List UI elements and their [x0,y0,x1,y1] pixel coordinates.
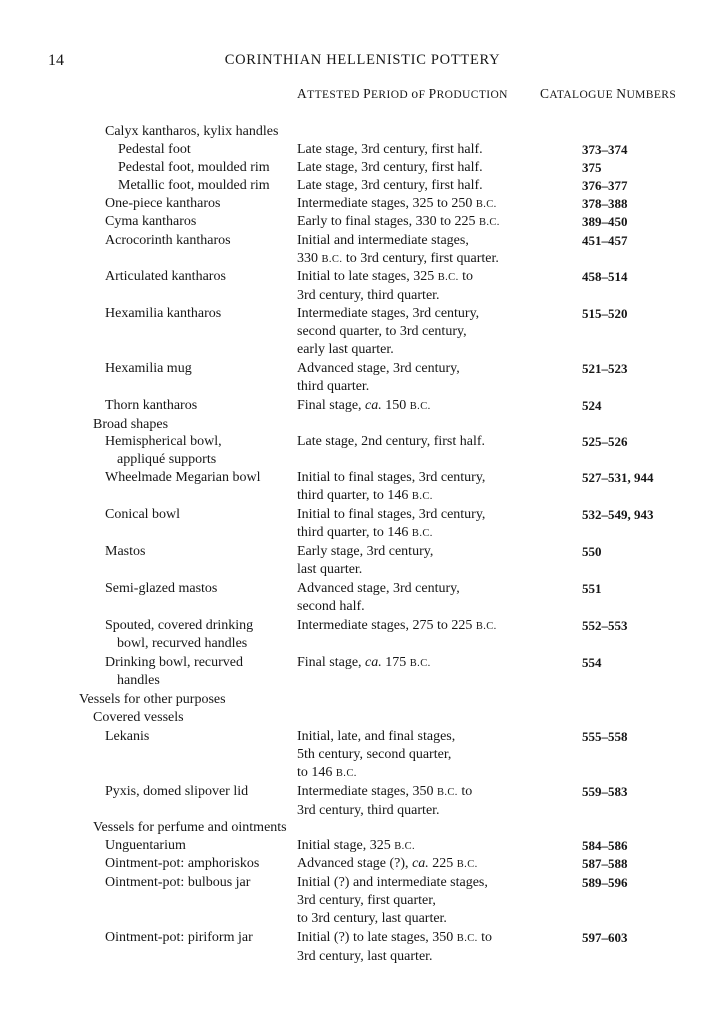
catalogue-numbers: 515–520 [582,306,628,321]
period-line: 5th century, second quarter, [297,747,452,762]
shape-name-line: Metallic foot, moulded rim [118,178,270,193]
shape-name-line: Ointment-pot: piriform jar [105,930,253,945]
shape-name-line: Semi-glazed mastos [105,581,218,596]
period-of-production [297,213,500,232]
period-line: Late stage, 3rd century, first half. [297,160,483,175]
catalogue-numbers: 584–586 [582,838,628,853]
catalogue-numbers: 587–588 [582,856,628,871]
catalogue-numbers: 550 [582,544,602,559]
period-of-production [297,617,497,636]
period-line: 3rd century, first quarter, [297,893,436,908]
period-line: Initial stage, 325 B.C. [297,838,416,853]
period-line: Advanced stage (?), ca. 225 B.C. [297,856,478,871]
shape-name [93,416,168,434]
period-of-production [297,305,479,359]
shape-name-line: Drinking bowl, recurved [105,655,244,670]
period-line: 3rd century, last quarter. [297,949,433,964]
shape-name-line: Pedestal foot [118,142,191,157]
period-line: Initial (?) to late stages, 350 B.C. to [297,930,493,945]
shape-name [105,929,253,947]
catalogue-numbers: 521–523 [582,361,628,376]
shape-name [105,123,278,141]
period-of-production [297,783,472,820]
page-number: 14 [48,52,64,69]
catalogue-numbers: 376–377 [582,178,628,193]
period-line: 3rd century, third quarter. [297,288,440,303]
shape-name [105,654,243,690]
period-of-production [297,580,460,616]
period-of-production [297,837,415,856]
shape-name-line: Articulated kantharos [105,269,226,284]
shape-name [105,543,145,561]
period-of-production [297,177,483,195]
catalogue-numbers: 451–457 [582,233,628,248]
shape-name [105,360,192,378]
period-line: second quarter, to 3rd century, [297,324,467,339]
catalogue-numbers: 559–583 [582,784,628,799]
period-line: Initial to final stages, 3rd century, [297,507,486,522]
shape-name-line: Pedestal foot, moulded rim [118,160,270,175]
period-of-production [297,874,488,928]
shape-name-line: Unguentarium [105,838,186,853]
catalogue-numbers: 373–374 [582,142,628,157]
shape-name-line: Hexamilia mug [105,361,192,376]
period-line: Late stage, 3rd century, first half. [297,142,483,157]
period-line: Intermediate stages, 275 to 225 B.C. [297,618,497,633]
period-of-production [297,141,483,159]
period-line: Early to final stages, 330 to 225 B.C. [297,214,500,229]
shape-name-line: Hexamilia kantharos [105,306,222,321]
period-line: Initial, late, and final stages, [297,729,456,744]
period-line: Early stage, 3rd century, [297,544,434,559]
period-of-production [297,929,492,966]
shape-name-line: Covered vessels [93,710,184,725]
period-of-production [297,232,499,269]
period-line: to 3rd century, last quarter. [297,911,447,926]
catalogue-numbers: 458–514 [582,269,628,284]
shape-name [105,837,186,855]
period-of-production [297,397,431,416]
period-line: third quarter, to 146 B.C. [297,488,433,503]
period-line: Final stage, ca. 175 B.C. [297,655,431,670]
shape-name-line: Lekanis [105,729,150,744]
shape-name [118,177,270,195]
shape-name-line: Acrocorinth kantharos [105,233,231,248]
shape-name [105,268,226,286]
period-of-production [297,159,483,177]
column-header-period: ATTESTED PERIOD oF PRODUCTION [297,86,508,101]
period-of-production [297,506,485,543]
period-line: Advanced stage, 3rd century, [297,361,460,376]
shape-name [105,433,222,469]
shape-name-line: Ointment-pot: bulbous jar [105,875,251,890]
shape-name-line: Vessels for other purposes [79,692,226,707]
shape-name-line: Conical bowl [105,507,181,522]
running-title: CORINTHIAN HELLENISTIC POTTERY [224,52,501,68]
period-of-production [297,360,460,396]
shape-name [105,469,261,487]
shape-name-line: Hemispherical bowl, [105,434,222,449]
catalogue-numbers: 378–388 [582,196,628,211]
shape-name [105,783,248,801]
catalogue-numbers: 525–526 [582,434,628,449]
catalogue-numbers: 532–549, 943 [582,507,654,522]
period-line: Intermediate stages, 3rd century, [297,306,480,321]
period-line: second half. [297,599,365,614]
period-line: Initial to final stages, 3rd century, [297,470,486,485]
shape-name [118,159,270,177]
period-line: Intermediate stages, 325 to 250 B.C. [297,196,497,211]
shape-name [105,506,180,524]
shape-name [118,141,191,159]
shape-name [79,691,226,709]
catalogue-numbers: 524 [582,398,602,413]
shape-name-line: Spouted, covered drinking [105,618,254,633]
shape-name [93,819,287,837]
shape-name-line: Ointment-pot: amphoriskos [105,856,260,871]
period-of-production [297,268,473,305]
period-of-production [297,543,433,579]
catalogue-numbers: 597–603 [582,930,628,945]
shape-name-line: bowl, recurved handles [117,636,248,651]
period-of-production [297,433,485,451]
period-line: 3rd century, third quarter. [297,803,440,818]
shape-name-line: Vessels for perfume and ointments [93,820,287,835]
period-line: Late stage, 3rd century, first half. [297,178,483,193]
period-line: last quarter. [297,562,363,577]
period-line: Late stage, 2nd century, first half. [297,434,486,449]
shape-name [105,580,217,598]
column-header-catalogue: CATALOGUE NUMBERS [540,86,677,101]
catalogue-numbers: 389–450 [582,214,628,229]
catalogue-numbers: 527–531, 944 [582,470,654,485]
shape-name-line: appliqué supports [117,452,217,467]
shape-name-line: Wheelmade Megarian bowl [105,470,261,485]
shape-name [105,305,221,323]
catalogue-numbers: 555–558 [582,729,628,744]
period-line: Initial and intermediate stages, [297,233,469,248]
shape-name [105,874,250,892]
period-line: Initial to late stages, 325 B.C. to [297,269,473,284]
period-of-production [297,855,478,874]
shape-name [105,728,149,746]
period-line: to 146 B.C. [297,765,357,780]
catalogue-numbers: 375 [582,160,602,175]
shape-name [93,709,184,727]
period-line: Initial (?) and intermediate stages, [297,875,488,890]
shape-name-line: Mastos [105,544,146,559]
period-line: third quarter, to 146 B.C. [297,525,433,540]
period-of-production [297,728,455,783]
shape-name-line: One-piece kantharos [105,196,221,211]
catalogue-numbers: 554 [582,655,602,670]
shape-name-line: handles [117,673,160,688]
shape-name-line: Calyx kantharos, kylix handles [105,124,279,139]
shape-name [105,195,220,213]
period-line: Intermediate stages, 350 B.C. to [297,784,473,799]
shape-name-line: Thorn kantharos [105,398,198,413]
catalogue-numbers: 551 [582,581,602,596]
period-line: Final stage, ca. 150 B.C. [297,398,431,413]
period-of-production [297,654,431,673]
catalogue-numbers: 552–553 [582,618,628,633]
period-line: early last quarter. [297,342,394,357]
period-line: third quarter. [297,379,370,394]
shape-name [105,397,197,415]
shape-name [105,855,259,873]
period-of-production [297,469,485,506]
period-line: Advanced stage, 3rd century, [297,581,460,596]
period-of-production [297,195,497,214]
shape-name-line: Broad shapes [93,417,169,432]
shape-name-line: Cyma kantharos [105,214,197,229]
shape-name-line: Pyxis, domed slipover lid [105,784,249,799]
shape-name [105,617,253,653]
catalogue-numbers: 589–596 [582,875,628,890]
shape-name [105,213,196,231]
shape-name [105,232,231,250]
period-line: 330 B.C. to 3rd century, first quarter. [297,251,499,266]
